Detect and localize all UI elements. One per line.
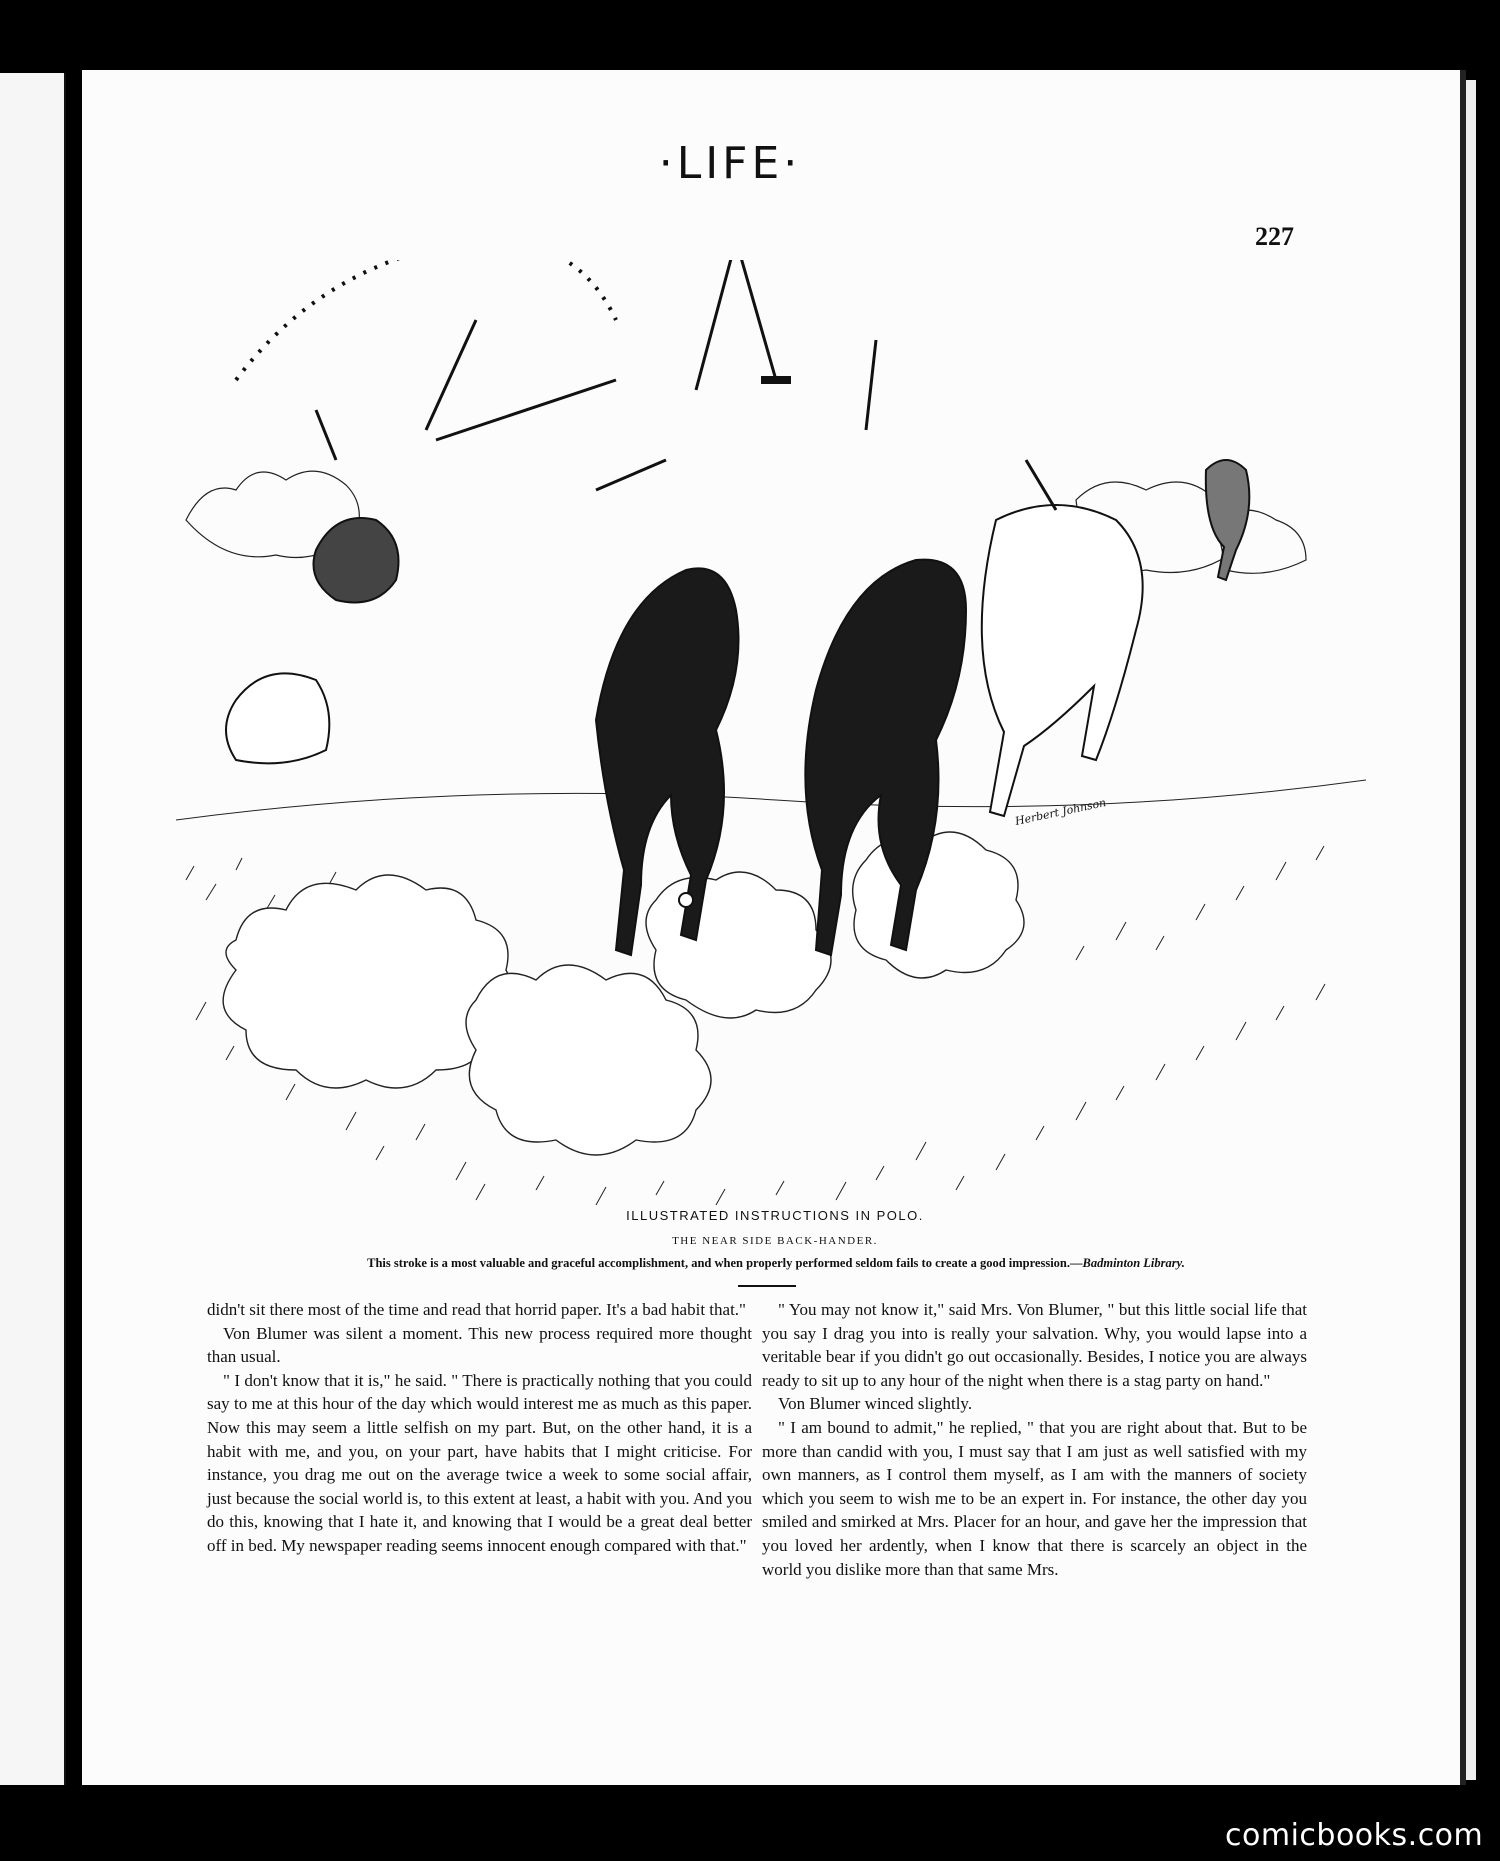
paragraph: Von Blumer winced slightly. <box>778 1394 973 1414</box>
paragraph: " You may not know it," said Mrs. Von Blumer, " but this little social life that you say I drag you into is really your salvation. Why, you would lapse into a veritable bear if you didn't go out occasionally. Besides, I notice you are always ready to sit up to any hour of the night when there is a stag party on hand." <box>762 1300 1307 1390</box>
caption-text <box>236 1256 1316 1271</box>
paragraph: " I don't know that it is," he said. " There is practically nothing that you could say to me at this hour of the day which would interest me as much as this paper. Now this may seem a little selfish on my part. But, on the other hand, it is a habit with me, and you, on your part, have habits that I might criticise. For instance, you drag me out on the average twice a week to some social affair, just because the social world is, to this extent at least, a habit with you. And you do this, knowing that I hate it, and knowing that I would be a great deal better off in bed. My newspaper reading seems innocent enough compared with that." <box>207 1370 752 1555</box>
polo-ball <box>679 893 693 907</box>
divider-rule <box>738 1285 796 1287</box>
paragraph: Von Blumer was silent a moment. This new process required more thought than usual. <box>207 1323 752 1367</box>
polo-illustration <box>176 260 1366 1210</box>
caption-body: This stroke is a most valuable and graceful accomplishment, and when properly performed seldom fails to create a good impression.— <box>367 1256 1083 1270</box>
left-page-edge <box>0 73 66 1785</box>
page-number: 227 <box>1255 222 1294 251</box>
masthead-title: ·LIFE· <box>658 138 802 189</box>
artist-signature: Herbert Johnson <box>1013 795 1108 828</box>
watermark: comicbooks.com <box>1225 1818 1484 1853</box>
paragraph: " I am bound to admit," he replied, " that you are right about that. But to be more than candid with you, I must say that I am just as well satisfied with my own manners, as I control them myself, as I am with the manners of society which you seem to wish me to be an expert in. For instance, the other day you smiled and smirked at Mrs. Placer for an hour, and gave her the impression that you loved her ardently, when I know that there is scarcely an object in the world you dislike more than that same Mrs. <box>762 1417 1307 1579</box>
caption-title: ILLUSTRATED INSTRUCTIONS IN POLO. <box>626 1208 924 1223</box>
polo-mallets <box>316 260 1056 510</box>
mallet-trail <box>236 260 616 380</box>
article-column-right <box>762 1298 1307 1581</box>
article-column-left <box>207 1298 752 1558</box>
caption-subtitle: THE NEAR SIDE BACK-HANDER. <box>672 1235 878 1247</box>
caption-source: Badminton Library. <box>1082 1256 1185 1270</box>
page-edge <box>1466 80 1476 1780</box>
paragraph: didn't sit there most of the time and read that horrid paper. It's a bad habit that." <box>207 1300 746 1319</box>
